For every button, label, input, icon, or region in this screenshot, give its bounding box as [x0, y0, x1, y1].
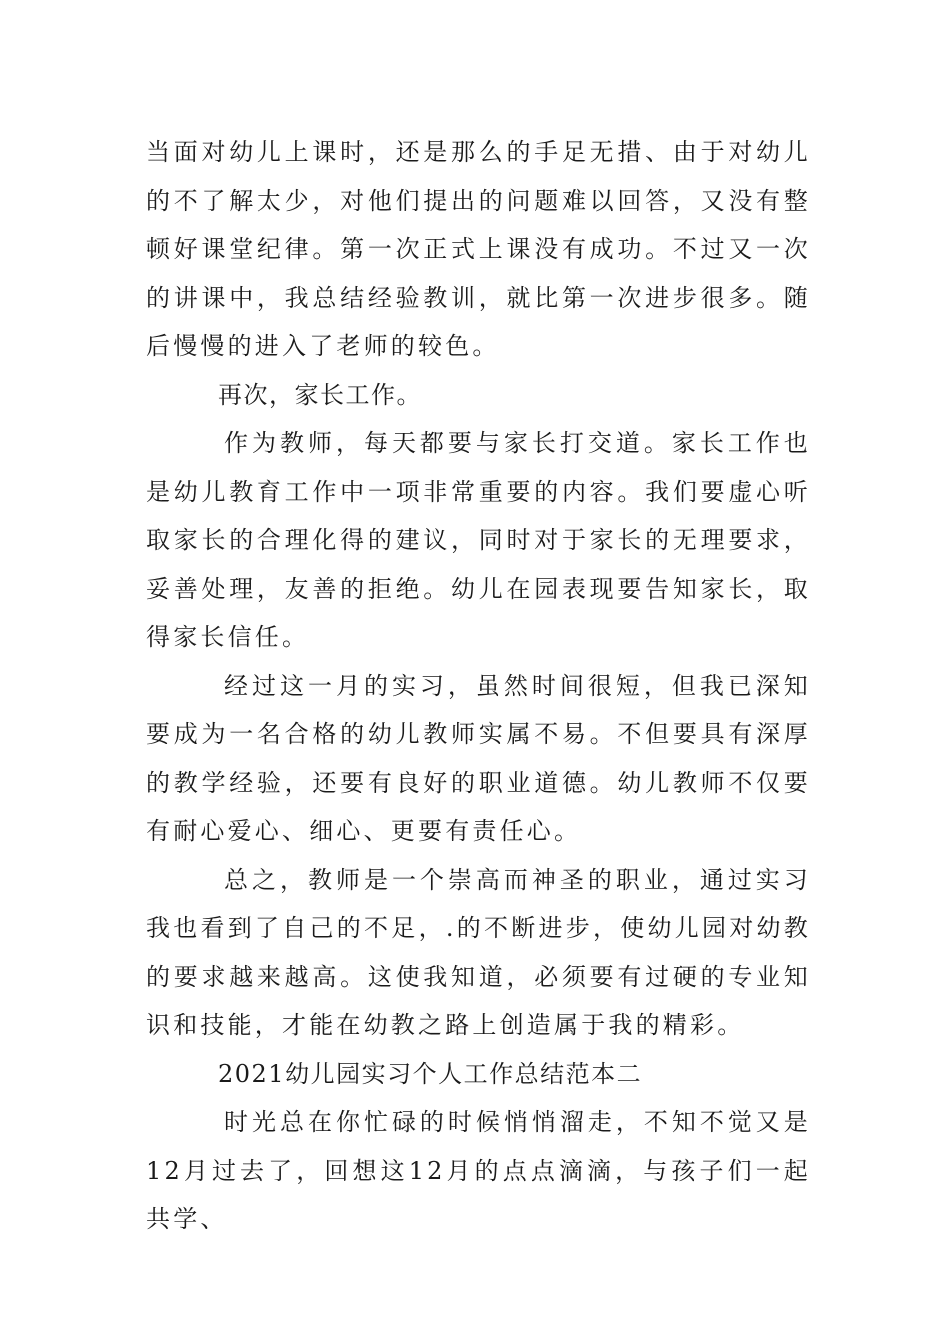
paragraph-class-intro: 当面对幼儿上课时，还是那么的手足无措、由于对幼儿的不了解太少，对他们提出的问题难以回答，又没有整顿好课堂纪律。第一次正式上课没有成功。不过又一次的讲课中，我总结经验教训，就比第一次进步很多。随后慢慢的进入了老师的较色。: [146, 138, 811, 360]
section-heading-parent-work: 再次，家长工作。: [218, 380, 422, 409]
paragraph-internship-reflection: 经过这一月的实习，虽然时间很短，但我已深知要成为一名合格的幼儿教师实属不易。不但要具有深厚的教学经验，还要有良好的职业道德。幼儿教师不仅要有耐心爱心、细心、更要有责任心。: [146, 671, 811, 845]
paragraph-conclusion: 总之，教师是一个崇高而神圣的职业，通过实习我也看到了自己的不足，.的不断进步，使幼儿园对幼教的要求越来越高。这使我知道，必须要有过硬的专业知识和技能，才能在幼教之路上创造属于我的精彩。: [146, 865, 811, 1039]
paragraph-parent-work: 作为教师，每天都要与家长打交道。家长工作也是幼儿教育工作中一项非常重要的内容。我们要虚心听取家长的合理化得的建议，同时对于家长的无理要求，妥善处理，友善的拒绝。幼儿在园表现要告知家长，取得家长信任。: [146, 429, 811, 651]
paragraph-sample-two-intro: 时光总在你忙碌的时候悄悄溜走，不知不觉又是12月过去了，回想这12月的点点滴滴，与孩子们一起共学、: [146, 1108, 811, 1233]
document-body: [146, 128, 811, 1244]
section-heading-sample-two: 2021幼儿园实习个人工作总结范本二: [218, 1059, 643, 1088]
